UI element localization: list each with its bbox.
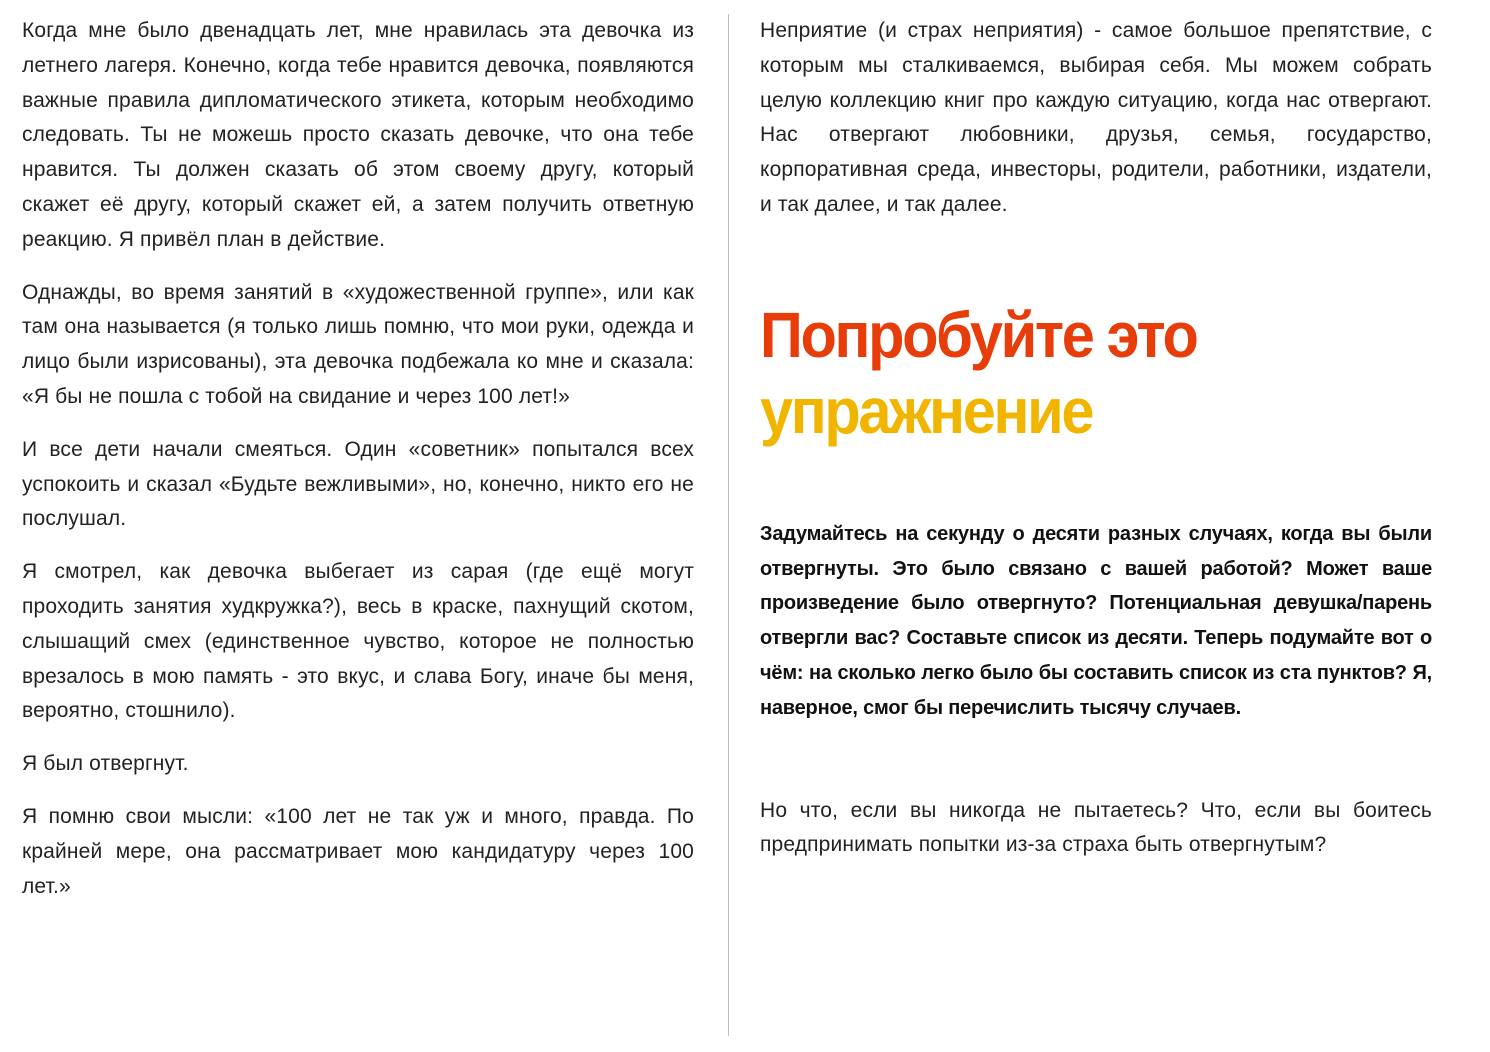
paragraph-art-group: Однажды, во время занятий в «художественной группе», или как там она называется (я только лишь помню, что мои руки, одежда и лицо были изрисованы), эта девочка подбежала ко мне и сказала: «Я бы не пошла с тобой на свидание и через 100 лет!»: [22, 280, 694, 408]
column-divider: [728, 14, 729, 1036]
paragraph-rejected: Я был отвергнут.: [22, 752, 189, 776]
paragraph-closing-question: Но что, если вы никогда не пытаетесь? Что, если вы боитесь предпринимать попытки из-за страха быть отвергнутым?: [760, 798, 1432, 857]
paragraph-kids-laughing: И все дети начали смеяться. Один «советник» попытался всех успокоить и сказал «Будьте вежливыми», но, конечно, никто его не послушал.: [22, 437, 694, 531]
exercise-heading-line1: Попробуйте это: [760, 298, 1197, 371]
exercise-heading: [760, 297, 1385, 449]
exercise-instructions: Задумайтесь на секунду о десяти разных случаях, когда вы были отвергнуты. Это было связано с вашей работой? Может ваше произведение было отвергнуто? Потенциальная девушка/парень отвергли вас? Составьте список из десяти. Теперь подумайте вот о чём: на сколько легко было бы составить список из ста пунктов? Я, наверное, смог бы перечислить тысячу случаев.: [760, 522, 1432, 719]
paragraph-100-years: Я помню свои мысли: «100 лет не так уж и много, правда. По крайней мере, она рассматривает мою кандидатуру через 100 лет.»: [22, 804, 694, 898]
paragraph-barn: Я смотрел, как девочка выбегает из сарая (где ещё могут проходить занятия худкружка?), весь в краске, пахнущий скотом, слышащий смех (единственное чувство, которое не полностью врезалось в мою память - это вкус, и слава Богу, иначе бы меня, вероятно, стошнило).: [22, 560, 694, 723]
left-column: [22, 14, 694, 922]
paragraph-intro-rejection: Неприятие (и страх неприятия) - самое большое препятствие, с которым мы сталкиваемся, выбирая себя. Мы можем собрать целую коллекцию книг про каждую ситуацию, когда нас отвергают. Нас отвергают любовники, друзья, семья, государство, корпоративная среда, инвесторы, родители, работники, издатели, и так далее, и так далее.: [760, 19, 1432, 216]
right-column: [760, 14, 1432, 881]
paragraph-summer-camp: Когда мне было двенадцать лет, мне нравилась эта девочка из летнего лагеря. Конечно, когда тебе нравится девочка, появляются важные правила дипломатического этикета, которым необходимо следовать. Ты не можешь просто сказать девочке, что она тебе нравится. Ты должен сказать об этом своему другу, который скажет её другу, который скажет ей, а затем получить ответную реакцию. Я привёл план в действие.: [22, 19, 694, 251]
exercise-heading-line2: упражнение: [760, 374, 1093, 447]
